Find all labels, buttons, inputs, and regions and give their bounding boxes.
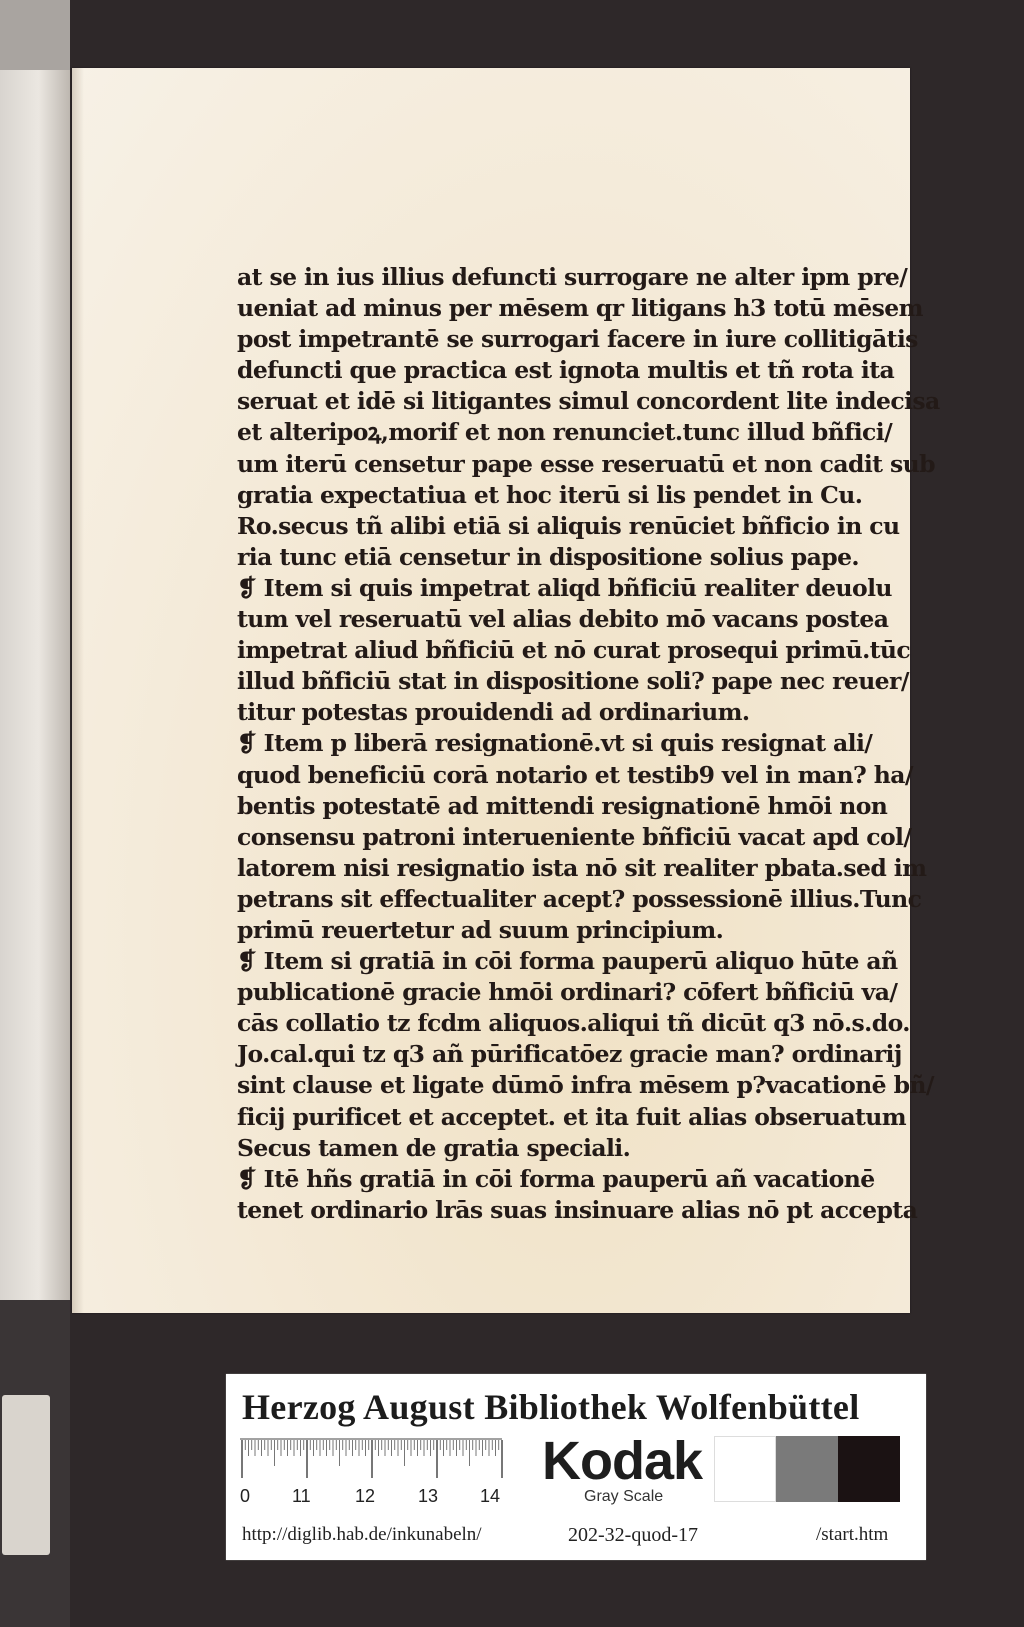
text-line: et alteripoꝝ,morif et non renunciet.tunc illud bñfici/ bbox=[237, 418, 893, 447]
adjacent-page-shadow-top bbox=[0, 0, 70, 70]
ruler-ticks bbox=[240, 1438, 506, 1482]
text-line: impetrat aliud bñficiū et nō curat prosequi primū.tūc bbox=[237, 636, 911, 665]
text-line: ❡ Itē hñs gratiā in cōi forma pauperū añ vacationē bbox=[237, 1164, 875, 1193]
ruler-label: 0 bbox=[240, 1486, 251, 1506]
text-line: post impetrantē se surrogari facere in iure collitigātis bbox=[237, 325, 918, 354]
library-name: Herzog August Bibliothek Wolfenbüttel bbox=[242, 1387, 860, 1427]
gray-scale-label: Gray Scale bbox=[584, 1488, 664, 1505]
incunabulum-leaf bbox=[72, 68, 940, 1313]
text-line: tum vel reseruatū vel alias debito mō vacans postea bbox=[237, 605, 889, 634]
text-line: quod beneficiū corā notario et testib9 vel in man? ha/ bbox=[237, 760, 913, 789]
text-line: Ro.secus tñ alibi etiā si aliquis renūciet bñficio in cu bbox=[237, 511, 900, 540]
text-line: tenet ordinario lrās suas insinuare alias nō pt accepta bbox=[237, 1195, 918, 1224]
color-target-card bbox=[226, 1374, 926, 1560]
url-suffix: /start.htm bbox=[816, 1524, 889, 1545]
text-line: consensu patroni interueniente bñficiū vacat apd col/ bbox=[237, 822, 912, 851]
ruler-label: 12 bbox=[355, 1486, 376, 1506]
gray-swatch bbox=[776, 1436, 838, 1502]
text-line: sint clause et ligate dūmō infra mēsem p?vacationē bñ/ bbox=[237, 1071, 934, 1100]
black-swatch bbox=[838, 1436, 900, 1502]
text-line: ria tunc etiā censetur in dispositione solius pape. bbox=[237, 542, 860, 571]
text-line: bentis potestatē ad mittendi resignationē hmōi non bbox=[237, 791, 888, 820]
text-line: ❡ Item si gratiā in cōi forma pauperū aliquo hūte añ bbox=[237, 947, 898, 976]
text-line: ❡ Item si quis impetrat aliqd bñficiū realiter deuolu bbox=[237, 573, 892, 602]
text-line: at se in ius illius defuncti surrogare ne alter ipm pre/ bbox=[237, 263, 908, 291]
ruler-numbers bbox=[240, 1486, 506, 1508]
text-line: ficij purificet et acceptet. et ita fuit alias obseruatum bbox=[237, 1102, 906, 1131]
printed-text-block bbox=[237, 262, 940, 1226]
text-line: Secus tamen de gratia speciali. bbox=[237, 1133, 631, 1162]
text-line: ❡ Item p liberā resignationē.vt si quis resignat ali/ bbox=[237, 729, 873, 758]
text-line: petrans sit effectualiter acept? possessionē illius.Tunc bbox=[237, 884, 922, 913]
ruler-label: 14 bbox=[480, 1486, 501, 1506]
text-line: defuncti que practica est ignota multis et tñ rota ita bbox=[237, 356, 895, 385]
text-line: illud bñficiū stat in dispositione soli? pape nec reuer/ bbox=[237, 667, 909, 696]
text-line: seruat et idē si litigantes simul concordent lite indecisa bbox=[237, 387, 940, 416]
text-line: um iterū censetur pape esse reseruatū et non cadit sub bbox=[237, 449, 935, 478]
digital-library-url: http://diglib.hab.de/inkunabeln/ bbox=[242, 1524, 482, 1545]
ruler-label: 13 bbox=[418, 1486, 439, 1506]
text-line: Jo.cal.qui tz q3 añ pūrificatōez gracie man? ordinarij bbox=[237, 1040, 902, 1069]
text-line: primū reuertetur ad suum principium. bbox=[237, 915, 724, 944]
ruler-label: 11 bbox=[292, 1486, 311, 1506]
measurement-ruler bbox=[240, 1438, 506, 1508]
adjacent-label-strip bbox=[2, 1395, 50, 1555]
kodak-logo: Kodak bbox=[542, 1431, 703, 1491]
adjacent-page-edge bbox=[0, 0, 70, 1627]
text-line: cās collatio tz fcdm aliquos.aliqui tñ dicūt q3 nō.s.do. bbox=[237, 1009, 910, 1038]
text-line: titur potestas prouidendi ad ordinarium. bbox=[237, 698, 750, 727]
shelfmark-identifier: 202-32-quod-17 bbox=[568, 1524, 698, 1546]
text-line: ueniat ad minus per mēsem qr litigans h3 totū mēsem bbox=[237, 294, 923, 323]
text-line: gratia expectatiua et hoc iterū si lis pendet in Cu. bbox=[237, 480, 863, 509]
white-swatch bbox=[714, 1436, 776, 1502]
text-line: latorem nisi resignatio ista nō sit realiter pbata.sed im bbox=[237, 853, 927, 882]
text-line: publicationē gracie hmōi ordinari? cōfert bñficiū va/ bbox=[237, 978, 898, 1007]
